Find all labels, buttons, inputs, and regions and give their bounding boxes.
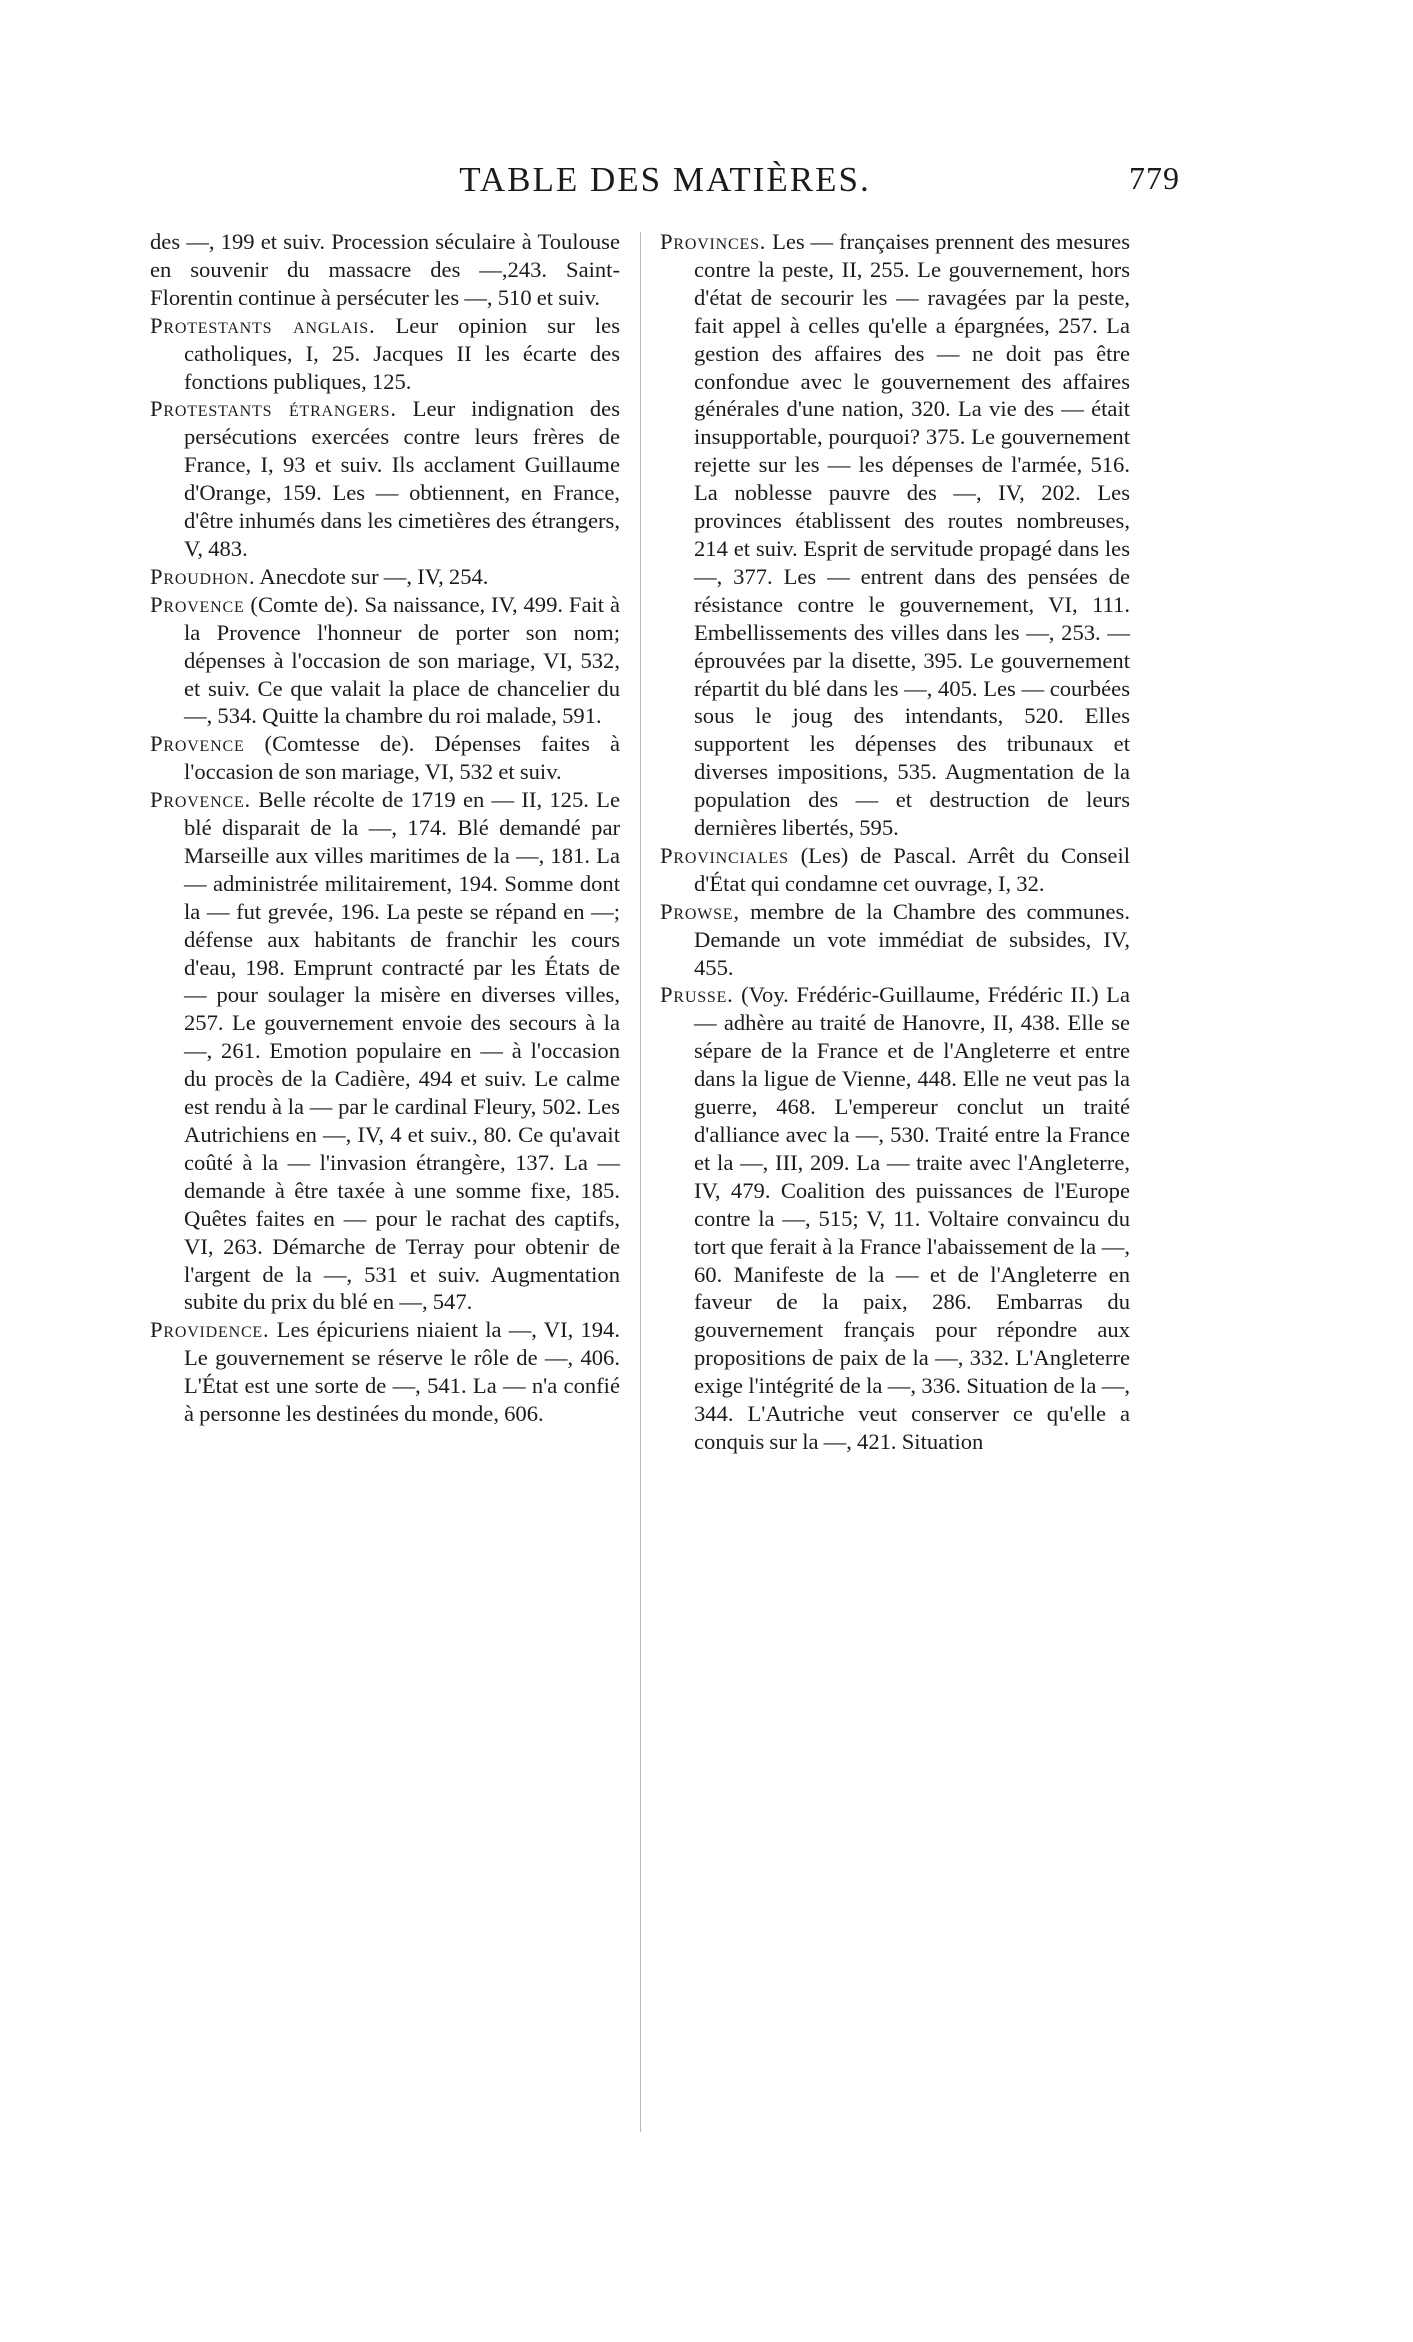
entry-heading: Protestants anglais. <box>150 312 376 338</box>
entry-text: Leur indignation des persécutions exercées contre leurs frères de France, I, 93 et suiv. Ils acclament Guillaume d'Orange, 159. Les — obtiennent, en France, d'être inhumés dans les cimetières des étrangers, V, 483. <box>184 396 620 561</box>
index-entry <box>150 563 620 591</box>
entry-text: (Comte de). Sa naissance, IV, 499. Fait à la Provence l'honneur de porter son nom; dépenses à l'occasion de son mariage, VI, 532, et suiv. Ce que valait la place de chancelier du —, 534. Quitte la chambre du roi malade, 591. <box>184 591 620 729</box>
index-entry <box>660 981 1130 1455</box>
entry-heading: Prowse, <box>660 898 740 924</box>
index-entry <box>150 395 620 562</box>
entry-text: (Les) de Pascal. Arrêt du Conseil d'État qui condamne cet ouvrage, I, 32. <box>694 842 1130 896</box>
index-entry <box>150 312 620 396</box>
entry-text: Belle récolte de 1719 en — II, 125. Le blé disparait de la —, 174. Blé demandé par Marseille aux villes maritimes de la —, 181. La — administrée militairement, 194. Somme dont la — fut grevée, 196. La peste se répand en —; défense aux habitants de franchir les cours d'eau, 198. Emprunt contracté par les États de — pour soulager la misère en diverses villes, 257. Le gouvernement envoie des secours à la —, 261. Emotion populaire en — à l'occasion du procès de la Cadière, 494 et suiv. Le calme est rendu à la — par le cardinal Fleury, 502. Les Autrichiens en —, IV, 4 et suiv., 80. Ce qu'avait coûté à la — l'invasion étrangère, 137. La — demande à être taxée à une somme fixe, 185. Quêtes faites en — pour le rachat des captifs, VI, 263. Démarche de Terray pour obtenir de l'argent de la —, 531 et suiv. Augmentation subite du prix du blé en —, 547. <box>184 787 620 1315</box>
entry-text: (Voy. Frédéric-Guillaume, Frédéric II.) La — adhère au traité de Hanovre, II, 438. Elle se sépare de la France et de l'Angleterre et entre dans la ligue de Vienne, 448. Elle ne veut pas la guerre, 468. L'empereur conclut un traité d'alliance avec la —, 530. Traité entre la France et la —, III, 209. La — traite avec l'Angleterre, IV, 479. Coalition des puissances de l'Europe contre la —, 515; V, 11. Voltaire convaincu du tort que ferait à la France l'abaissement de la —, 60. Manifeste de la — et de l'Angleterre en faveur de la paix, 286. Embarras du gouvernement français pour répondre aux propositions de paix de la —, 332. L'Angleterre exige l'intégrité de la —, 336. Situation de la —, 344. L'Autriche veut conserver ce qu'elle a conquis sur la —, 421. Situation <box>694 982 1130 1454</box>
index-entry <box>660 898 1130 982</box>
entry-text: (Comtesse de). Dépenses faites à l'occasion de son mariage, VI, 532 et suiv. <box>184 731 620 785</box>
page-number: 779 <box>1129 160 1180 196</box>
entry-heading: Provinciales <box>660 842 789 868</box>
entry-text: Les — françaises prennent des mesures contre la peste, II, 255. Le gouvernement, hors d'état de secourir les — ravagées par la peste, fait appel à celles qu'elle a épargnées, 257. La gestion des affaires des — ne doit pas être confondue avec le gouvernement des affaires générales d'une nation, 320. La vie des — était insupportable, pourquoi? 375. Le gouvernement rejette sur les — les dépenses de l'armée, 516. La noblesse pauvre des —, IV, 202. Les provinces établissent des routes nombreuses, 214 et suiv. Esprit de servitude propagé dans les —, 377. Les — entrent dans des pensées de résistance contre le gouvernement, VI, 111. Embellissements des villes dans les —, 253. — éprouvées par la disette, 395. Le gouvernement répartit du blé dans les —, 405. Les — courbées sous le joug des intendants, 520. Elles supportent les dépenses des tribunaux et diverses impositions, 535. Augmentation de la population des — et destruction de leurs dernières libertés, 595. <box>694 229 1130 841</box>
entry-heading: Providence. <box>150 1317 270 1343</box>
column-divider <box>640 232 641 2132</box>
entry-heading: Proudhon. <box>150 563 256 589</box>
index-entry <box>150 591 620 731</box>
entry-text: Anecdote sur —, IV, 254. <box>255 563 489 589</box>
entry-text: Leur opinion sur les catholiques, I, 25. Jacques II les écarte des fonctions publiques, 125. <box>184 312 620 394</box>
left-column <box>150 228 620 1428</box>
entry-heading: Prusse. <box>660 982 734 1008</box>
index-entry <box>660 842 1130 898</box>
running-title: TABLE DES MATIÈRES. <box>459 160 871 199</box>
entry-heading: Provence <box>150 591 245 617</box>
index-entry <box>660 228 1130 842</box>
right-column <box>660 228 1130 1456</box>
entry-heading: Provinces. <box>660 229 767 254</box>
index-entry <box>150 1316 620 1428</box>
entry-heading: Protestants étrangers. <box>150 396 397 422</box>
entry-text: membre de la Chambre des communes. Demande un vote immédiat de subsides, IV, 455. <box>694 898 1130 980</box>
entry-text: Les épicuriens niaient la —, VI, 194. Le gouvernement se réserve le rôle de —, 406. L'État est une sorte de —, 541. La — n'a confié à personne les destinées du monde, 606. <box>184 1317 620 1427</box>
entry-heading: Provence. <box>150 787 251 813</box>
entry-text: des —, 199 et suiv. Procession séculaire à Toulouse en souvenir du massacre des —,243. Saint-Florentin continue à persécuter les —, 510 et suiv. <box>150 229 620 310</box>
entry-heading: Provence <box>150 731 245 757</box>
index-entry <box>150 228 620 312</box>
index-entry <box>150 730 620 786</box>
index-entry <box>150 786 620 1316</box>
page-header <box>150 160 1180 204</box>
